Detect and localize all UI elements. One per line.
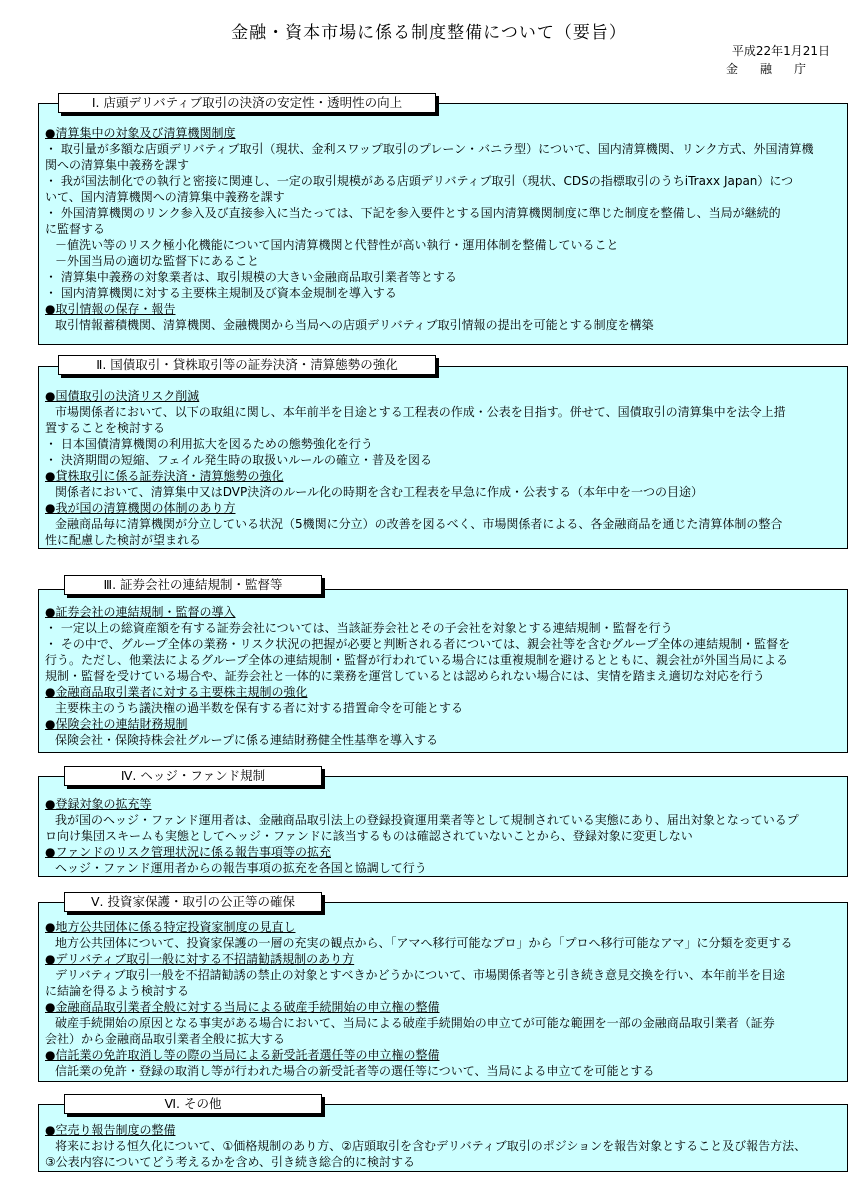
issuing-agency: 金融庁 bbox=[726, 62, 829, 76]
section-1 bbox=[38, 103, 848, 345]
subheading: ●信託業の免許取消し等の際の当局による新受託者選任等の申立権の整備 bbox=[45, 1048, 440, 1062]
subheading: ●登録対象の拡充等 bbox=[45, 797, 152, 811]
section-3-body bbox=[45, 604, 841, 748]
subheading: ●地方公共団体に係る特定投資家制度の見直し bbox=[45, 920, 296, 934]
text-line: 保険会社・保険持株会社グループに係る連結財務健全性基準を導入する bbox=[55, 733, 439, 747]
text-line: ロ向け集団スキームも実態としてヘッジ・ファンドに該当するものは確認されていないことから、登録対象に変更しない bbox=[45, 829, 693, 843]
subheading: ●我が国の清算機関の体制のあり方 bbox=[45, 501, 236, 515]
text-line: 我が国のヘッジ・ファンド運用者は、金融商品取引法上の登録投資運用業者等として規制されている実態にあり、届出対象となっているプ bbox=[55, 813, 799, 827]
text-line: ・ 清算集中義務の対象業者は、取引規模の大きい金融商品取引業者等とする bbox=[45, 270, 457, 284]
text-line: －値洗い等のリスク極小化機能について国内清算機関と代替性が高い執行・運用体制を整備していること bbox=[55, 238, 619, 252]
page-title: 金融・資本市場に係る制度整備について（要旨） bbox=[231, 23, 627, 43]
text-line: ・ 我が国法制化での執行と密接に関連し、一定の取引規模がある店頭デリバティブ取引（現状、CDSの指標取引のうちiTraxx Japan）につ bbox=[45, 174, 794, 188]
subheading: ●国債取引の決済リスク削減 bbox=[45, 389, 200, 403]
text-line: に結論を得るよう検討する bbox=[45, 984, 190, 998]
section-4-heading: Ⅳ. ヘッジ・ファンド規制 bbox=[64, 766, 322, 786]
subheading: ●金融商品取引業者に対する主要株主規制の強化 bbox=[45, 685, 308, 699]
text-line: －外国当局の適切な監督下にあること bbox=[55, 254, 260, 268]
text-line: に監督する bbox=[45, 222, 106, 236]
section-3-heading: Ⅲ. 証券会社の連結規制・監督等 bbox=[64, 575, 322, 595]
section-2 bbox=[38, 366, 848, 549]
subheading: ●証券会社の連結規制・監督の導入 bbox=[45, 605, 236, 619]
text-line: 性に配慮した検討が望まれる bbox=[45, 533, 202, 547]
subheading: ●保険会社の連結財務規制 bbox=[45, 717, 188, 731]
text-line: 金融商品毎に清算機関が分立している状況（5機関に分立）の改善を図るべく、市場関係者による、各金融商品を通じた清算体制の整合 bbox=[55, 517, 783, 531]
text-line: 主要株主のうち議決権の過半数を保有する者に対する措置命令を可能とする bbox=[55, 701, 464, 715]
text-line: ・ 外国清算機関のリンク参入及び直接参入に当たっては、下記を参入要件とする国内清算機関制度に準じた制度を整備し、当局が継続的 bbox=[45, 206, 781, 220]
section-2-heading: Ⅱ. 国債取引・貸株取引等の証券決済・清算態勢の強化 bbox=[58, 355, 436, 375]
subheading: ●取引情報の保存・報告 bbox=[45, 302, 176, 316]
section-6 bbox=[38, 1104, 848, 1172]
section-3 bbox=[38, 589, 848, 753]
subheading: ●金融商品取引業者全般に対する当局による破産手続開始の申立権の整備 bbox=[45, 1000, 440, 1014]
subheading: ●清算集中の対象及び清算機関制度 bbox=[45, 126, 236, 140]
text-line: 取引情報蓄積機関、清算機関、金融機関から当局への店頭デリバティブ取引情報の提出を可能とする制度を構築 bbox=[55, 318, 654, 332]
subheading: ●空売り報告制度の整備 bbox=[45, 1123, 176, 1137]
text-line: ・ 一定以上の総資産額を有する証券会社については、当該証券会社とその子会社を対象とする連結規制・監督を行う bbox=[45, 621, 673, 635]
text-line: 関係者において、清算集中又はDVP決済のルール化の時期を含む工程表を早急に作成・公表する（本年中を一つの目途） bbox=[55, 485, 703, 499]
subheading: ●デリバティブ取引一般に対する不招請勧誘規制のあり方 bbox=[45, 952, 355, 966]
section-5 bbox=[38, 902, 848, 1082]
text-line: 規制・監督を受けている場合や、証券会社と一体的に業務を運営しているとは認められない場合には、実情を踏まえ適切な対応を行う bbox=[45, 669, 765, 683]
text-line: いて、国内清算機関への清算集中義務を課す bbox=[45, 190, 285, 204]
text-line: デリバティブ取引一般を不招請勧誘の禁止の対象とすべきかどうかについて、市場関係者等と引き続き意見交換を行い、本年前半を目途 bbox=[55, 968, 785, 982]
document-date: 平成22年1月21日 bbox=[731, 44, 830, 58]
text-line: 関への清算集中義務を課す bbox=[45, 158, 190, 172]
subheading: ●ファンドのリスク管理状況に係る報告事項等の拡充 bbox=[45, 845, 331, 859]
section-4-body bbox=[45, 796, 841, 876]
text-line: ヘッジ・ファンド運用者からの報告事項の拡充を各国と協調して行う bbox=[55, 861, 427, 875]
text-line: ・ 日本国債清算機関の利用拡大を図るための態勢強化を行う bbox=[45, 437, 373, 451]
section-1-body bbox=[45, 125, 841, 333]
text-line: 会社）から金融商品取引業者全般に拡大する bbox=[45, 1032, 286, 1046]
section-5-body bbox=[45, 919, 841, 1079]
text-line: 行う。ただし、他業法によるグループ全体の連結規制・監督が行われている場合には重複規制を避けるとともに、親会社が外国当局による bbox=[45, 653, 789, 667]
subheading: ●貸株取引に係る証券決済・清算態勢の強化 bbox=[45, 469, 284, 483]
text-line: ・ 決済期間の短縮、フェイル発生時の取扱いルールの確立・普及を図る bbox=[45, 453, 432, 467]
text-line: ・ 取引量が多額な店頭デリバティブ取引（現状、金利スワップ取引のプレーン・バニラ型）について、国内清算機関、リンク方式、外国清算機 bbox=[45, 142, 814, 156]
text-line: ・ 国内清算機関に対する主要株主規制及び資本金規制を導入する bbox=[45, 286, 397, 300]
text-line: 置することを検討する bbox=[45, 421, 166, 435]
text-line: 信託業の免許・登録の取消し等が行われた場合の新受託者等の選任等について、当局による申立てを可能とする bbox=[55, 1064, 655, 1078]
section-2-body bbox=[45, 388, 841, 548]
text-line: 破産手続開始の原因となる事実がある場合において、当局による破産手続開始の申立てが可能な範囲を一部の金融商品取引業者（証券 bbox=[55, 1016, 775, 1030]
section-1-heading: Ⅰ. 店頭デリバティブ取引の決済の安定性・透明性の向上 bbox=[58, 93, 436, 113]
text-line: 将来における恒久化について、①価格規制のあり方、②店頭取引を含むデリバティブ取引のポジションを報告対象とすること及び報告方法、 bbox=[55, 1139, 807, 1153]
section-6-heading: Ⅵ. その他 bbox=[64, 1094, 322, 1114]
section-4 bbox=[38, 776, 848, 877]
text-line: ・ その中で、グループ全体の業務・リスク状況の把握が必要と判断される者については、親会社等を含むグループ全体の連結規制・監督を bbox=[45, 637, 791, 651]
text-line: 地方公共団体について、投資家保護の一層の充実の観点から、「アマへ移行可能なプロ」から「プロへ移行可能なアマ」に分類を変更する bbox=[55, 936, 793, 950]
section-5-heading: Ⅴ. 投資家保護・取引の公正等の確保 bbox=[64, 892, 322, 912]
text-line: ③公表内容についてどう考えるかを含め、引き続き総合的に検討する bbox=[45, 1155, 416, 1169]
text-line: 市場関係者において、以下の取組に関し、本年前半を目途とする工程表の作成・公表を目指す。併せて、国債取引の清算集中を法令上措 bbox=[55, 405, 786, 419]
section-6-body bbox=[45, 1122, 841, 1170]
